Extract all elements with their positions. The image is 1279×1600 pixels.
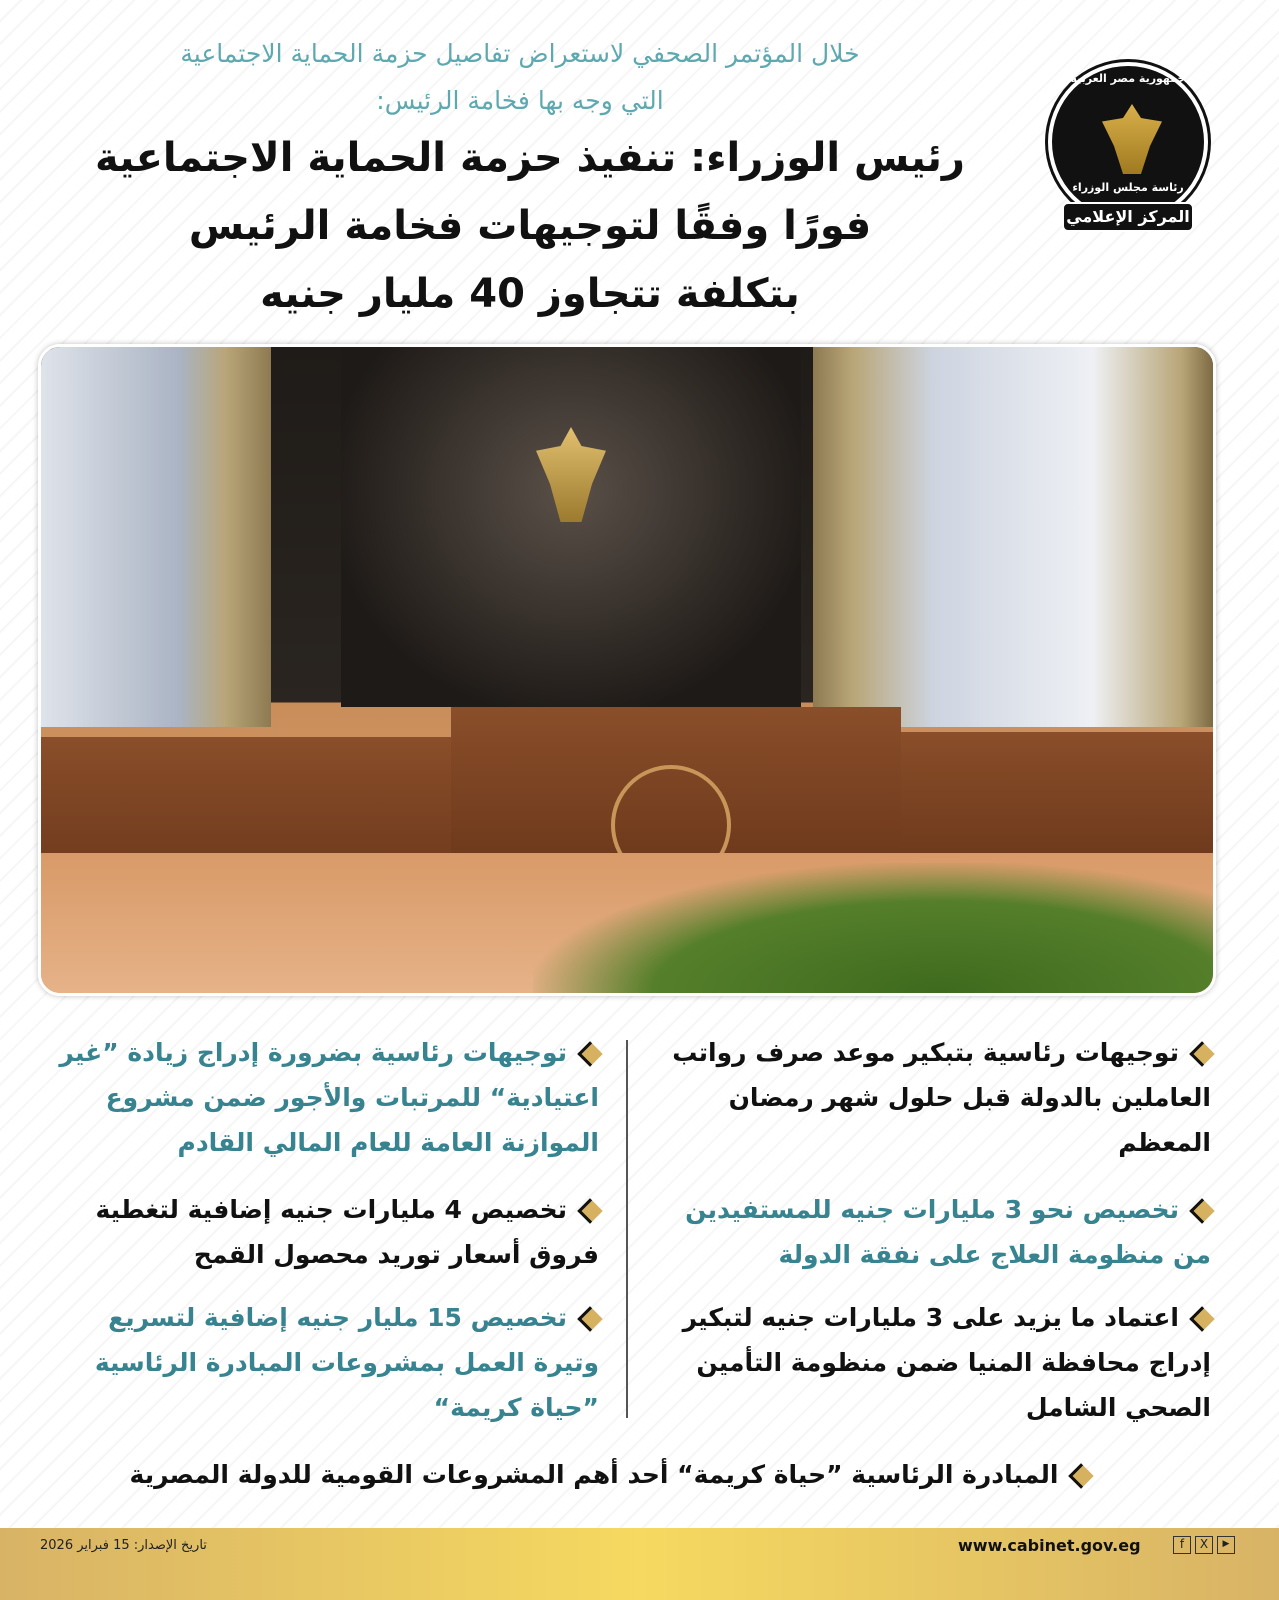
diamond-bullet-icon — [577, 1198, 602, 1223]
bullet-item — [54, 1187, 599, 1277]
headline-line: بتكلفة تتجاوز 40 مليار جنيه — [260, 271, 800, 317]
headline-line: فورًا وفقًا لتوجيهات فخامة الرئيس — [188, 203, 872, 249]
bullet-text: المبادرة الرئاسية ”حياة كريمة“ أحد أهم المشروعات القومية للدولة المصرية — [129, 1460, 1059, 1489]
issue-date: تاريخ الإصدار: 15 فبراير 2026 — [40, 1538, 207, 1553]
diamond-bullet-icon — [1189, 1041, 1214, 1066]
media-center-logo — [1048, 62, 1208, 226]
diamond-bullet-icon — [577, 1306, 602, 1331]
bullet-text: تخصيص 15 مليار جنيه إضافية لتسريع وتيرة العمل بمشروعات المبادرة الرئاسية ”حياة كريمة“ — [94, 1303, 599, 1422]
bullet-list-left — [54, 1030, 599, 1430]
diamond-bullet-icon — [1189, 1198, 1214, 1223]
bullet-item — [54, 1030, 599, 1165]
x-twitter-icon[interactable]: X — [1195, 1536, 1213, 1554]
facebook-icon[interactable]: f — [1173, 1536, 1191, 1554]
diamond-bullet-icon — [1189, 1306, 1214, 1331]
plants — [533, 863, 1213, 993]
subtitle — [60, 30, 980, 124]
logo-text: رئاسة مجلس الوزراء — [1072, 181, 1184, 194]
bullet-text: تخصيص 4 مليارات جنيه إضافية لتغطية فروق أسعار توريد محصول القمح — [95, 1195, 599, 1269]
youtube-icon[interactable]: ▶ — [1217, 1536, 1235, 1554]
headline-line: رئيس الوزراء: تنفيذ حزمة الحماية الاجتماعية — [95, 135, 965, 181]
bullet-list-right — [666, 1030, 1211, 1430]
curtain-right — [813, 347, 1213, 727]
logo-band: المركز الإعلامي — [1062, 202, 1194, 232]
headline — [40, 124, 1020, 328]
diamond-bullet-icon — [577, 1041, 602, 1066]
curtain-left — [41, 347, 271, 727]
bullet-text: اعتماد ما يزيد على 3 مليارات جنيه لتبكير إدراج محافظة المنيا ضمن منظومة التأمين الصحي الشامل — [682, 1303, 1211, 1422]
bullet-item — [666, 1295, 1211, 1430]
bullet-item — [666, 1030, 1211, 1165]
bullet-text: تخصيص نحو 3 مليارات جنيه للمستفيدين من منظومة العلاج على نفقة الدولة — [685, 1195, 1211, 1269]
bullet-item — [54, 1295, 599, 1430]
column-divider — [626, 1040, 628, 1418]
bullet-bottom — [100, 1452, 1120, 1497]
subtitle-line: التي وجه بها فخامة الرئيس: — [376, 86, 664, 115]
diamond-bullet-icon — [1069, 1463, 1094, 1488]
subtitle-line: خلال المؤتمر الصحفي لاستعراض تفاصيل حزمة الحماية الاجتماعية — [180, 39, 860, 68]
desk-right — [901, 732, 1216, 857]
bullet-text: توجيهات رئاسية بضرورة إدراج زيادة ”غير اعتيادية“ للمرتبات والأجور ضمن مشروع الموازنة العامة للعام المالي القادم — [59, 1038, 599, 1157]
meeting-photo — [38, 344, 1216, 996]
website-link[interactable]: www.cabinet.gov.eg — [958, 1536, 1141, 1555]
bullet-item — [666, 1187, 1211, 1277]
marble-wall — [341, 347, 801, 707]
bullet-text: توجيهات رئاسية بتبكير موعد صرف رواتب العاملين بالدولة قبل حلول شهر رمضان المعظم — [672, 1038, 1211, 1157]
logo-text: جمهورية مصر العربية — [1070, 72, 1186, 85]
eagle-emblem-icon — [1102, 104, 1162, 174]
